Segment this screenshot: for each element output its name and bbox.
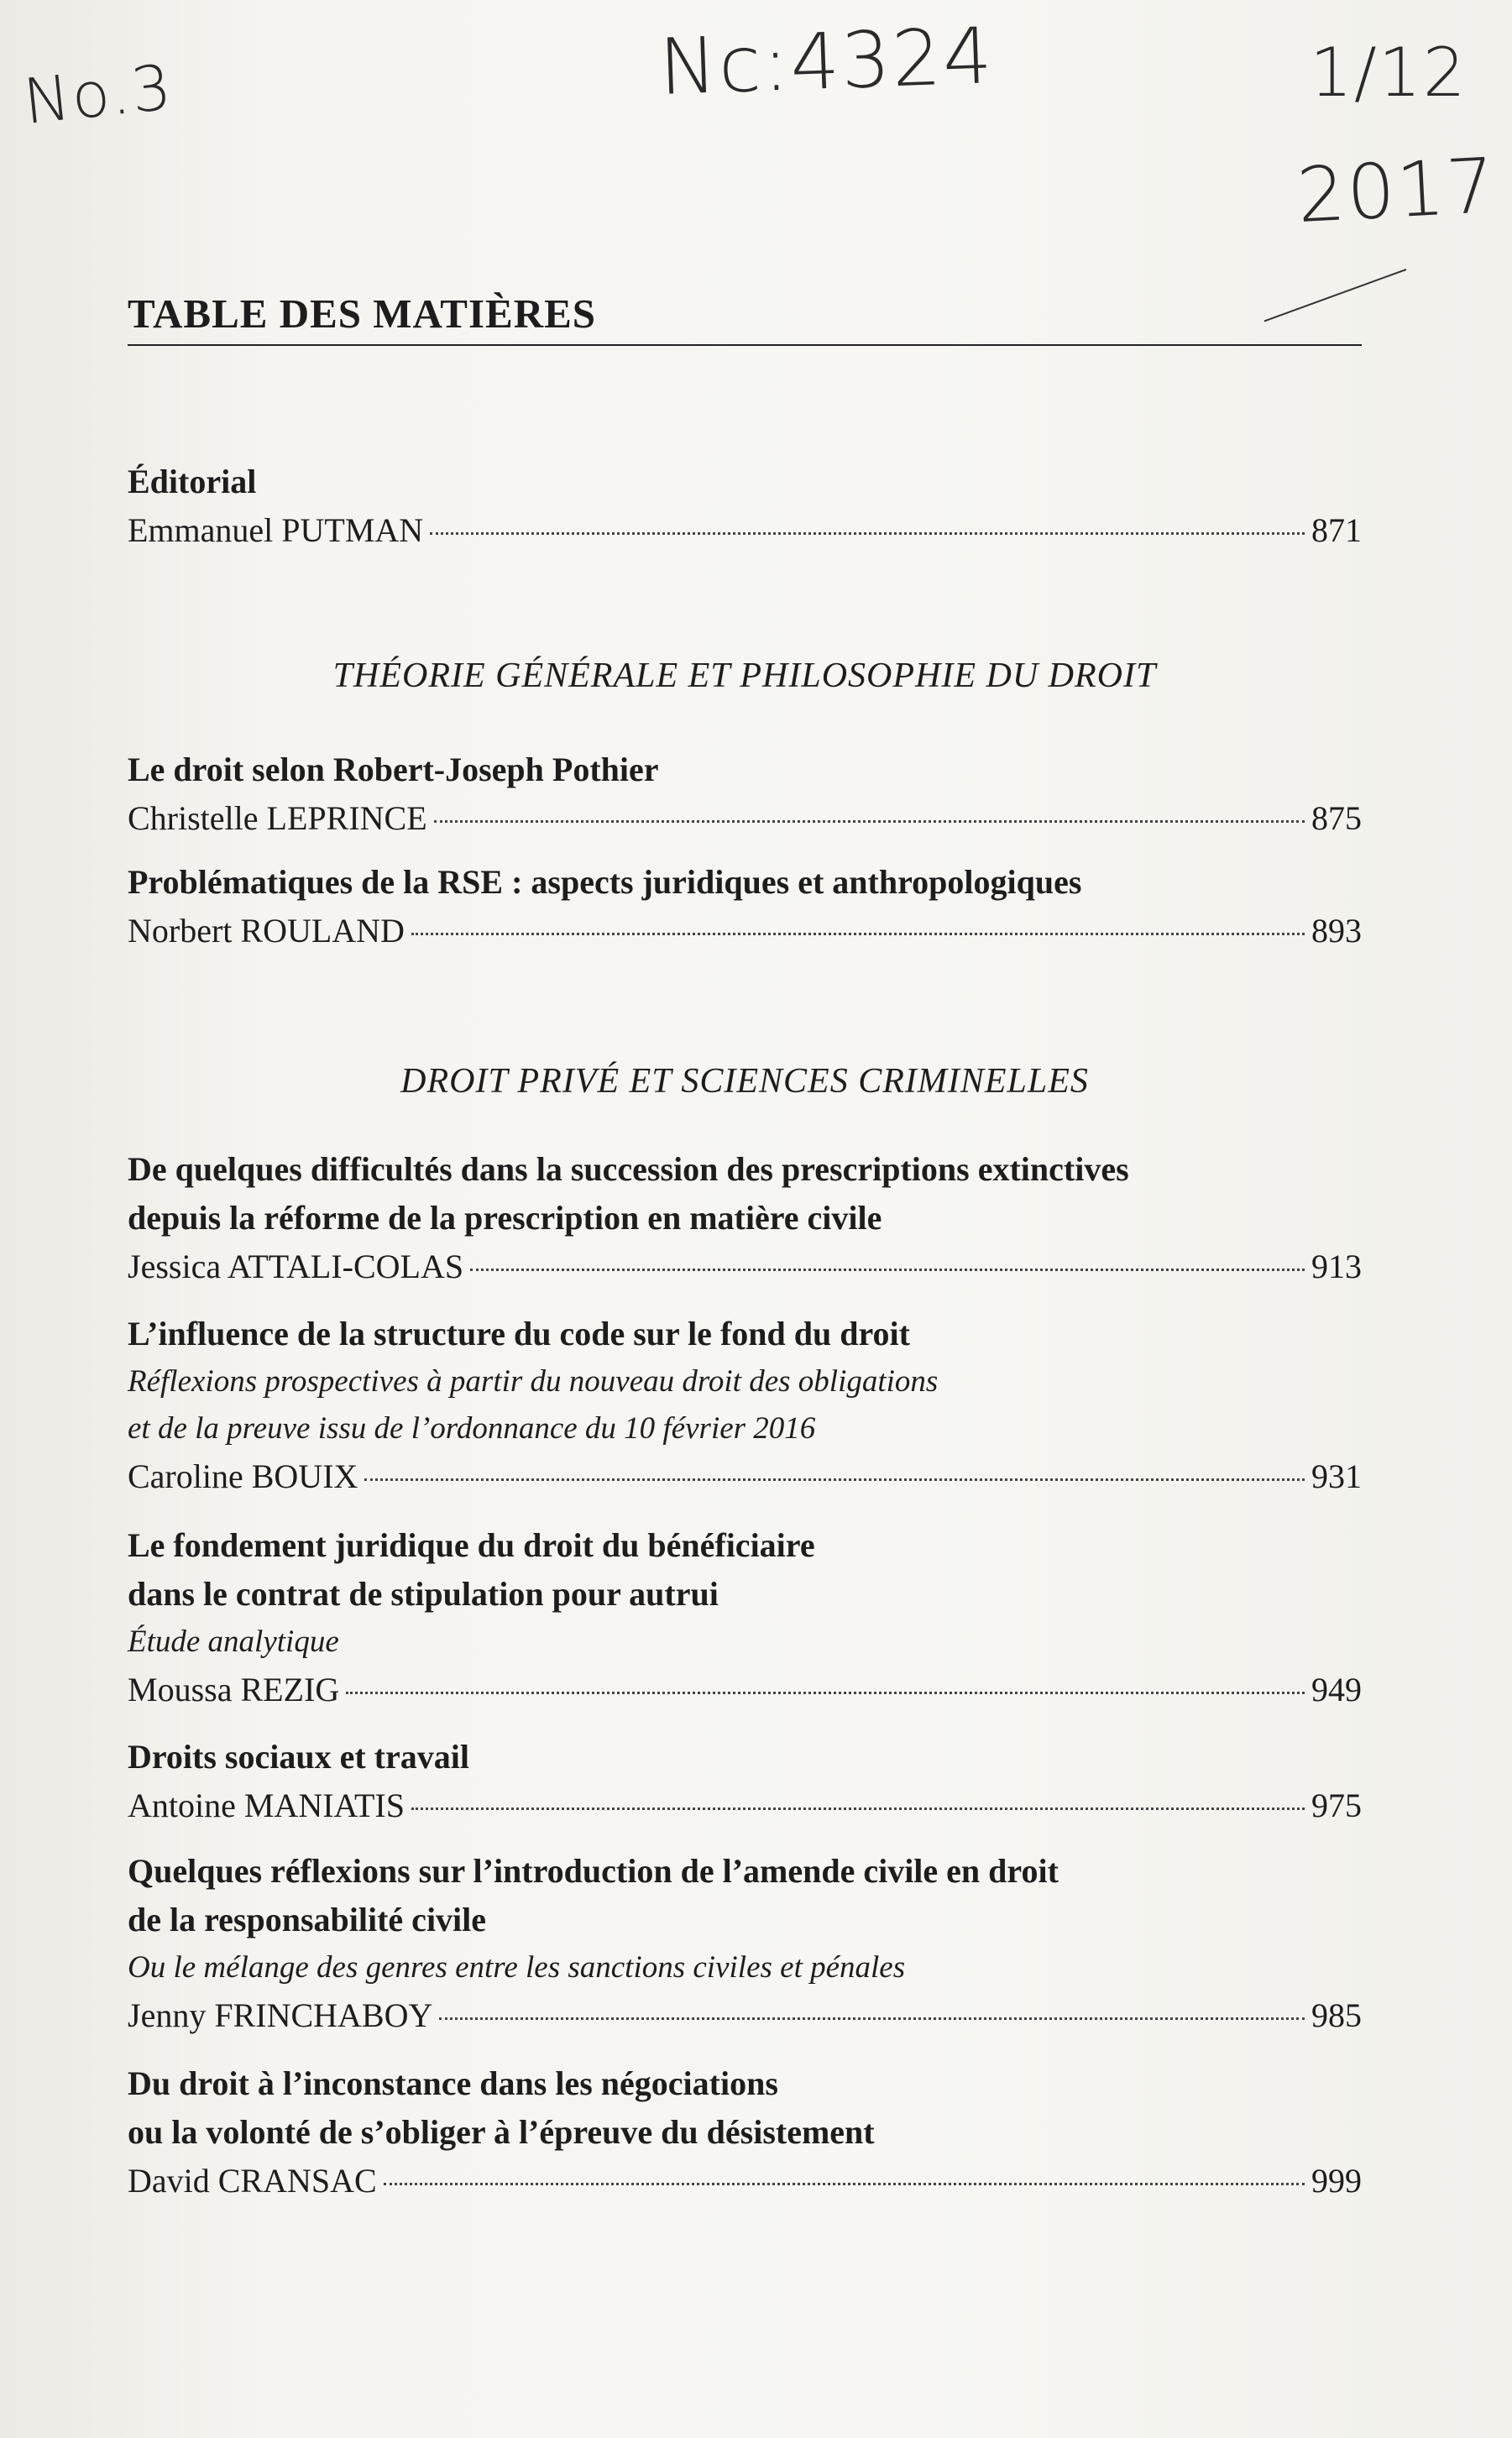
page-title: TABLE DES MATIÈRES — [128, 290, 1362, 346]
dot-leader — [346, 1692, 1305, 1694]
entry-page-number: 949 — [1311, 1671, 1362, 1708]
entry-author: Emmanuel PUTMAN — [128, 511, 424, 549]
dot-leader — [384, 2183, 1305, 2185]
entry-author: Moussa REZIG — [128, 1671, 340, 1708]
entry-title: dans le contrat de stipulation pour autrui — [128, 1575, 719, 1613]
dot-leader — [439, 2017, 1305, 2020]
handwritten-reference: Nc:4324 — [657, 11, 996, 112]
entry-page-number: 893 — [1311, 912, 1362, 950]
entry-title: Du droit à l’inconstance dans les négociations — [128, 2064, 778, 2102]
dot-leader — [470, 1269, 1305, 1271]
dot-leader — [411, 1808, 1305, 1810]
entry-title: Éditorial — [128, 463, 257, 500]
entry-title: Problématiques de la RSE : aspects juridiques et anthropologiques — [128, 863, 1082, 901]
entry-author: David CRANSAC — [128, 2162, 377, 2200]
entry-title: Le droit selon Robert-Joseph Pothier — [128, 751, 659, 788]
entry-title: L’influence de la structure du code sur le fond du droit — [128, 1315, 910, 1352]
entry-author-line — [128, 506, 1362, 555]
entry-author: Antoine MANIATIS — [128, 1787, 405, 1824]
category-heading: DROIT PRIVÉ ET SCIENCES CRIMINELLES — [400, 1062, 1089, 1101]
entry-author: Jessica ATTALI-COLAS — [128, 1248, 464, 1285]
handwritten-date-top: 1/12 — [1310, 34, 1468, 112]
dot-leader — [430, 532, 1305, 535]
toc-entry — [128, 1733, 1362, 1830]
entry-author: Caroline BOUIX — [128, 1457, 358, 1495]
entry-author-line — [128, 1666, 1362, 1714]
entry-author: Christelle LEPRINCE — [128, 799, 427, 837]
category-heading: THÉORIE GÉNÉRALE ET PHILOSOPHIE DU DROIT — [332, 657, 1157, 695]
entry-author: Norbert ROULAND — [128, 912, 405, 950]
entry-page-number: 975 — [1311, 1787, 1362, 1824]
entry-title: de la responsabilité civile — [128, 1901, 487, 1938]
entry-title: ou la volonté de s’obliger à l’épreuve du désistement — [128, 2113, 875, 2151]
entry-title: Le fondement juridique du droit du bénéficiaire — [128, 1526, 815, 1564]
toc-header — [128, 290, 1362, 346]
entry-author-line — [128, 794, 1362, 843]
toc-entry — [128, 746, 1362, 843]
handwritten-number: No.3 — [19, 50, 176, 139]
dot-leader — [364, 1478, 1305, 1481]
entry-author-line — [128, 1243, 1362, 1291]
toc-entry — [128, 1145, 1362, 1291]
entry-author-line — [128, 907, 1362, 955]
toc-entry — [128, 2059, 1362, 2205]
entry-author-line — [128, 2157, 1362, 2205]
entry-page-number: 871 — [1311, 511, 1362, 549]
entry-title: depuis la réforme de la prescription en matière civile — [128, 1199, 882, 1237]
entry-page-number: 875 — [1311, 799, 1362, 837]
entry-subtitle: Réflexions prospectives à partir du nouveau droit des obligations — [128, 1364, 939, 1399]
entry-page-number: 913 — [1311, 1248, 1362, 1285]
entry-page-number: 985 — [1311, 1996, 1362, 2034]
toc-entry — [128, 1847, 1362, 2040]
entry-author-line — [128, 1452, 1362, 1501]
entry-title: Droits sociaux et travail — [128, 1738, 469, 1776]
entry-title: De quelques difficultés dans la succession des prescriptions extinctives — [128, 1150, 1129, 1188]
entry-page-number: 999 — [1311, 2162, 1362, 2200]
dot-leader — [434, 820, 1305, 823]
entry-title: Quelques réflexions sur l’introduction de l’amende civile en droit — [128, 1852, 1059, 1890]
toc-entry — [128, 1310, 1362, 1501]
toc-entry — [128, 1521, 1362, 1714]
entry-author-line — [128, 1991, 1362, 2040]
dot-leader — [411, 933, 1305, 935]
entry-subtitle: et de la preuve issu de l’ordonnance du 10 février 2016 — [128, 1411, 816, 1446]
toc-entry-editorial — [128, 458, 1362, 555]
entry-author-line — [128, 1781, 1362, 1830]
entry-subtitle: Ou le mélange des genres entre les sanctions civiles et pénales — [128, 1950, 906, 1985]
entry-page-number: 931 — [1311, 1457, 1362, 1495]
entry-subtitle: Étude analytique — [128, 1624, 339, 1659]
handwritten-date-bottom: 2017 — [1295, 141, 1499, 241]
toc-entry — [128, 858, 1362, 955]
entry-author: Jenny FRINCHABOY — [128, 1996, 433, 2034]
